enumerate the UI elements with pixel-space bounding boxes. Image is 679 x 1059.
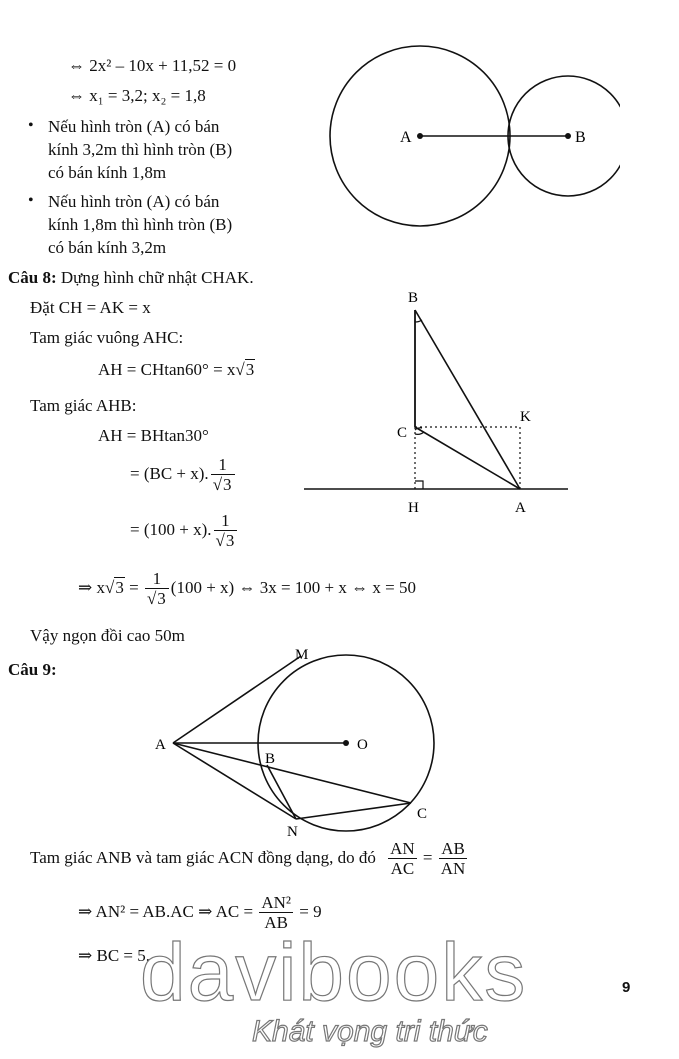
question-8-heading — [8, 268, 254, 288]
label-A: A — [515, 500, 526, 516]
label-B: B — [265, 751, 276, 767]
equation-line-1: ⇔ 2x² – 10x + 11,52 = 0 — [68, 56, 237, 75]
q8-line-7 — [130, 508, 239, 552]
label-A: A — [155, 737, 166, 753]
bullet-2-line-c: có bán kính 3,2m — [48, 238, 167, 257]
q8-line-8-c: (100 + x) ⇔ 3x = 100 + x ⇔ x = 50 — [170, 578, 416, 597]
bullet-icon: • — [28, 192, 34, 209]
bullet-1-line-b: kính 3,2m thì hình tròn (B) — [48, 140, 233, 159]
q9-line-1-text: Tam giác ANB và tam giác ACN đồng dạng, do đó — [30, 848, 376, 867]
q8-line-7-text: = (100 + x). — [130, 520, 212, 539]
q8-line-6 — [130, 452, 237, 496]
watermark-brand: davibooks — [140, 927, 528, 1018]
sqrt-3: √3 — [235, 360, 255, 379]
equation-line-2: ⇔ x₁ = 3,2; x₂ = 1,8 — [68, 86, 206, 105]
q8-line-4: Tam giác AHB: — [30, 396, 137, 415]
bullet-1-line-c: có bán kính 1,8m — [48, 163, 167, 182]
label-B: B — [408, 290, 419, 306]
bullet-2-line-a: Nếu hình tròn (A) có bán — [48, 192, 220, 211]
q8-line-3 — [98, 360, 255, 380]
bullet-2-line-b: kính 1,8m thì hình tròn (B) — [48, 215, 233, 234]
label-M: M — [295, 647, 309, 663]
label-H: H — [408, 500, 419, 516]
question-8-text: Dựng hình chữ nhật CHAK. — [56, 268, 254, 287]
question-9-label: Câu 9: — [8, 660, 57, 679]
fraction-ab-over-an: $\frac{AB}{AN}$ — [440, 838, 466, 878]
label-A: A — [400, 129, 412, 146]
bullet-icon: • — [28, 117, 34, 134]
label-C: C — [417, 806, 428, 822]
q8-line-5: AH = BHtan30° — [98, 426, 209, 445]
q8-conclusion: Vậy ngọn đồi cao 50m — [30, 626, 185, 645]
label-N: N — [287, 824, 298, 840]
label-K: K — [520, 409, 531, 425]
watermark-slogan: Khát vọng tri thức — [252, 1015, 488, 1048]
question-8-label: Câu 8: — [8, 268, 57, 287]
q9-line-3: ⇒ BC = 5. — [78, 946, 151, 965]
bullet-1-line-a: Nếu hình tròn (A) có bán — [48, 117, 220, 136]
figure-triangle-chak — [300, 282, 580, 522]
q9-line-2-a: ⇒ AN² = AB.AC ⇒ AC = — [78, 902, 254, 921]
q8-line-8: ⇒ x√3 = $\frac{1}{√3}$ (100 + x) ⇔ 3x = 100 + x ⇔ x = 50 — [78, 568, 416, 608]
label-O: O — [357, 737, 368, 753]
fraction-an-over-ac: $\frac{AN}{AC}$ — [390, 838, 415, 878]
page-number: 9 — [622, 979, 631, 996]
figure-two-circles — [320, 40, 620, 240]
q8-line-8-a: ⇒ x — [78, 578, 105, 597]
figure-circle-secants — [145, 640, 455, 840]
label-B: B — [575, 129, 586, 146]
fraction-one-over-sqrt3: $\frac{1}{√3}$ — [214, 512, 238, 551]
q8-line-3-text: AH = CHtan60° = x — [98, 360, 236, 379]
fraction-one-over-sqrt3: $\frac{1}{√3}$ — [211, 456, 235, 495]
q8-line-6-text: = (BC + x). — [130, 464, 209, 483]
fraction-one-over-sqrt3: $\frac{1}{√3}$ — [145, 570, 169, 609]
q8-line-2: Tam giác vuông AHC: — [30, 328, 184, 347]
fraction-an2-over-ab: $\frac{\text{AN²}}{AB}$ — [261, 892, 292, 932]
q8-line-1: Đặt CH = AK = x — [30, 298, 151, 317]
label-C: C — [397, 425, 408, 441]
q9-line-2-b: = 9 — [295, 902, 322, 921]
q9-line-1: Tam giác ANB và tam giác ACN đồng dạng, do đó $\frac{AN}{AC}$ = $\frac{AB}{AN}$ — [30, 838, 466, 878]
